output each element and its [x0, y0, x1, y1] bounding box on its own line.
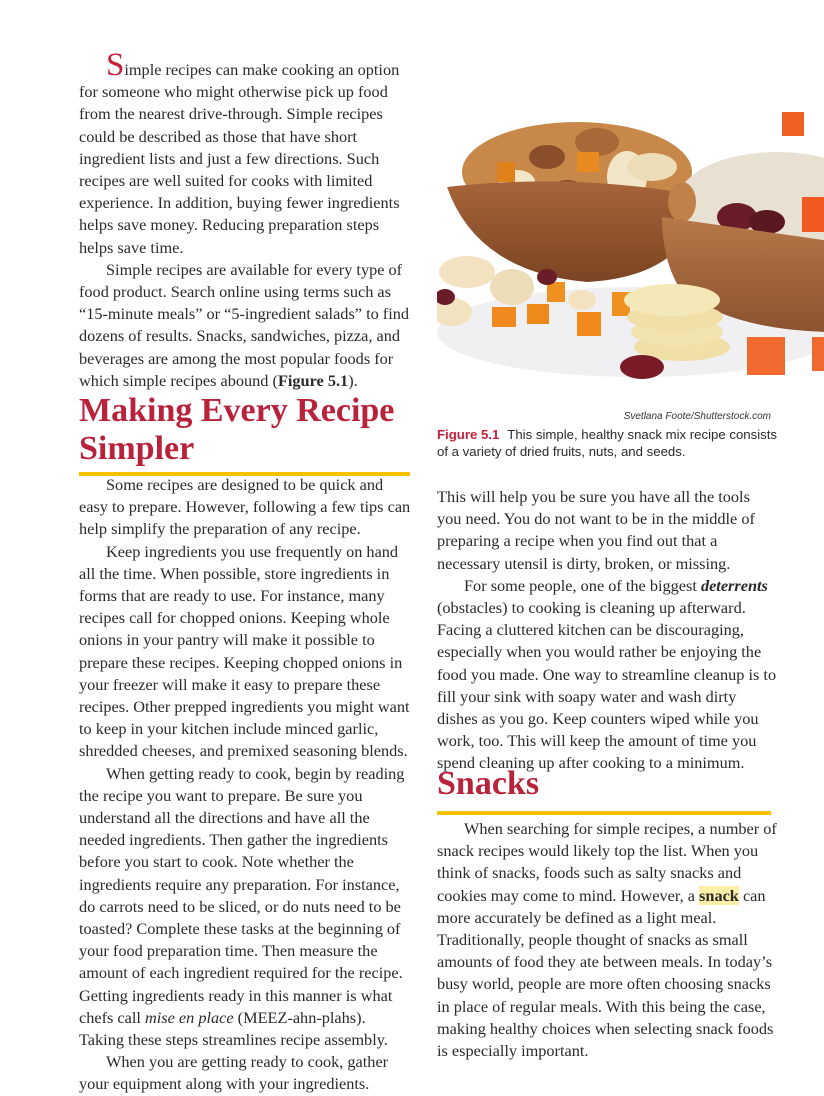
term-mise-en-place: mise en place [145, 1007, 234, 1027]
heading-snacks: Snacks [437, 765, 540, 802]
snacks-body [437, 818, 777, 1062]
figure-caption [437, 426, 777, 460]
term-deterrents: deterrents [700, 575, 768, 595]
intro-paragraph-2: Simple recipes are available for every type of food product. Search online using terms such as “15-minute meals” or “5-ingredient salads” to find dozens of results. Snacks, sandwiches, pizza, and beverages are among the most popular foods for which simple recipes abound (Figure 5.1). [79, 259, 410, 390]
figure-label: Figure 5.1 [437, 427, 500, 442]
making-body [79, 474, 414, 1096]
making-paragraph-4-continued: This will help you be sure you have all the tools you need. You do not want to be in the middle of preparing a recipe when you find out that a necessary utensil is dirty, broken, or missing. [437, 487, 755, 573]
making-paragraph-3: When getting ready to cook, begin by reading the recipe you want to prepare. Be sure you understand all the directions and have all the needed ingredients. Then gather the ingredients before you start to cook. Note whether the ingredients require any preparation. For instance, do carrots need to be sliced, or do nuts need to be toasted? Complete these tasks at the beginning of your food preparation time. Then measure the amount of each ingredient required for the recipe. Getting ingredients ready in this manner is what chefs call mise en place (MEEZ-ahn-plahs). Taking these steps streamlines recipe assembly. [79, 763, 405, 1050]
intro-text [79, 47, 414, 392]
heading-making-every-recipe-simpler: Making Every Recipe Simpler [79, 392, 395, 467]
figure-snack-mix-photo [437, 32, 824, 405]
making-paragraph-2: Keep ingredients you use frequently on hand all the time. When possible, store ingredients in forms that are ready to use. For instance, many recipes call for chopped onions. Keeping whole onions in your pantry will make it possible to prepare these recipes. Keeping chopped onions in your freezer will make it easy to prepare these recipes. Other prepped ingredients you might want to keep in your kitchen include minced garlic, shredded cheeses, and premixed seasoning blends. [79, 541, 410, 761]
making-paragraph-4: When you are getting ready to cook, gather your equipment along with your ingredients. [79, 1052, 389, 1094]
drop-cap: S [106, 47, 125, 83]
snack-mix-image [437, 32, 824, 405]
figure-caption-text: This simple, healthy snack mix recipe consists of a variety of dried fruits, nuts, and seeds. [437, 427, 778, 459]
making-continued [437, 486, 777, 775]
making-paragraph-1: Some recipes are designed to be quick and easy to prepare. However, following a few tips can help simplify the preparation of any recipe. [79, 475, 411, 539]
figure-reference[interactable]: Figure 5.1 [277, 370, 349, 390]
photo-credit: Svetlana Foote/Shutterstock.com [623, 411, 771, 422]
term-snack-highlight[interactable]: snack [699, 885, 739, 905]
snacks-paragraph-1: When searching for simple recipes, a number of snack recipes would likely top the list. When you think of snacks, foods such as salty snacks and cookies may come to mind. However, a snack can more accurately be defined as a light meal. Traditionally, people thought of snacks as small amounts of food they ate between meals. In today’s busy world, people are more often choosing snacks in place of regular meals. With this being the case, making healthy choices when selecting snack foods is especially important. [437, 819, 777, 1061]
section-heading-snacks [437, 765, 771, 815]
section-heading-making [79, 392, 410, 476]
heading-rule [437, 811, 771, 815]
making-paragraph-5: For some people, one of the biggest deterrents (obstacles) to cooking is cleaning up afterward. Facing a cluttered kitchen can be discouraging, especially when you would rather be enjoying the food you made. One way to streamline cleanup is to fill your sink with soapy water and wash dirty dishes as you go. Keep counters wiped while you work, too. This will keep the amount of time you spend cleaning up after cooking to a minimum. [437, 575, 777, 773]
intro-paragraph-1: Simple recipes can make cooking an option for someone who might otherwise pick up food from the nearest drive-through. Simple recipes could be described as those that have short ingredient lists and just a few directions. Such recipes are well suited for cooks with limited experience. In addition, buying fewer ingredients helps save money. Reducing preparation steps helps save time. [79, 47, 400, 257]
